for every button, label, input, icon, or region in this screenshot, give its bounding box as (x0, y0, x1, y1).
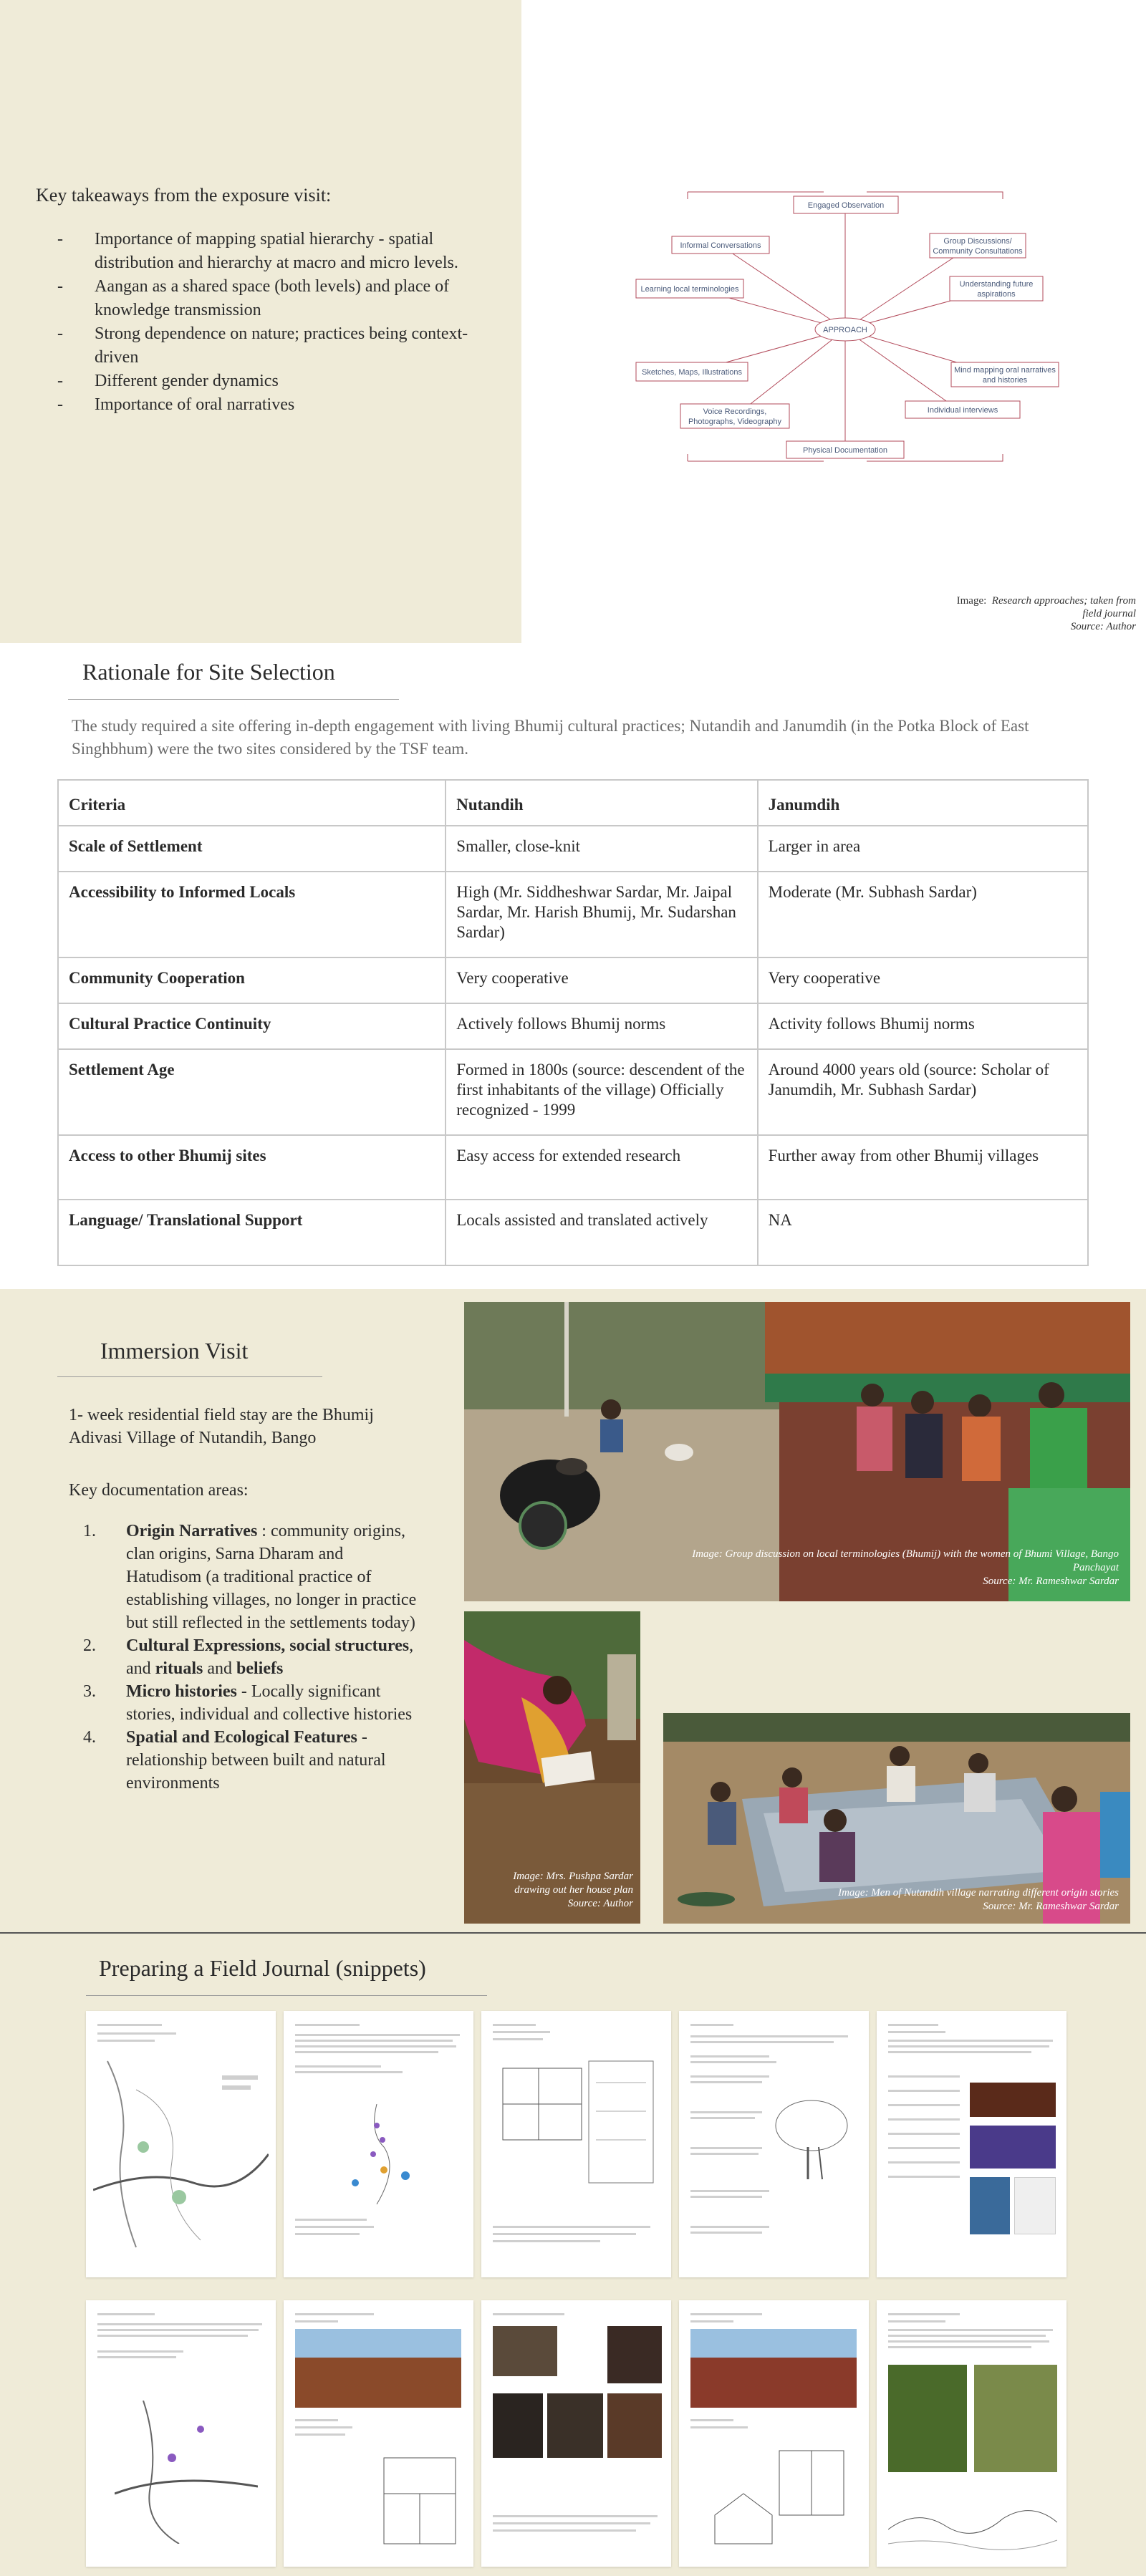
table-row (58, 1200, 1088, 1265)
takeaway-item: - Importance of oral narratives (57, 393, 487, 417)
table-row (58, 957, 1088, 1003)
takeaway-item: - Strong dependence on nature; practices being context-driven (57, 322, 487, 370)
table-row (58, 872, 1088, 957)
table-header-row (58, 780, 1088, 826)
journal-cluster-sketch (341, 2104, 427, 2204)
journal-photo (1014, 2177, 1056, 2234)
diagram-node: Engaged Observation (807, 201, 885, 210)
table-cell: Locals assisted and translated actively (446, 1200, 757, 1265)
table-cell: Further away from other Bhumij villages (758, 1135, 1088, 1200)
journal-house-plan (377, 2451, 463, 2551)
list-item: 4. Spatial and Ecological Features - relationship between built and natural environments (83, 1728, 386, 1793)
documentation-subhead: Key documentation areas: (69, 1481, 249, 1500)
diagram-node: Photographs, Videography (688, 418, 782, 426)
column-header: Janumdih (758, 780, 1088, 826)
takeaways-panel (0, 0, 521, 643)
table-cell: High (Mr. Siddheshwar Sardar, Mr. Jaipal Sardar, Mr. Harish Bhumij, Mr. Sudarshan Sardar) (446, 872, 757, 957)
research-approach-diagram (630, 186, 1060, 473)
immersion-visit-section (0, 1289, 1146, 1932)
table-cell: Activity follows Bhumij norms (758, 1003, 1088, 1049)
diagram-node: Voice Recordings, (703, 407, 767, 416)
section-title: Rationale for Site Selection (82, 659, 335, 685)
documentation-list (83, 1520, 420, 1795)
journal-page (679, 2300, 869, 2567)
table-cell: Actively follows Bhumij norms (446, 1003, 757, 1049)
site-comparison-table (57, 779, 1089, 1266)
journal-page (86, 2011, 276, 2277)
intro-text: The study required a site offering in-depth engagement with living Bhumij cultural practices; Nutandih and Janumdih (in the Potka Block of East Singhbhum) were the two sites considered by the TSF team. (72, 717, 1029, 758)
table-row (58, 1003, 1088, 1049)
diagram-node: Community Consultations (933, 247, 1023, 256)
journal-photo (970, 2083, 1056, 2117)
diagram-caption: Image: Research approaches; taken from field journal Source: Author (956, 595, 1136, 632)
journal-landscape-sketch (888, 2486, 1057, 2558)
section-title: Preparing a Field Journal (snippets) (99, 1955, 426, 1981)
journal-page (86, 2300, 276, 2567)
journal-house-plan (708, 2444, 851, 2551)
diagram-node: Group Discussions/ (943, 237, 1012, 246)
journal-photo (974, 2365, 1057, 2472)
diagram-node: and histories (982, 376, 1028, 385)
diagram-node: Understanding future (959, 280, 1034, 289)
table-cell: Smaller, close-knit (446, 826, 757, 872)
diagram-center-label: APPROACH (823, 326, 867, 334)
journal-page (284, 2011, 473, 2277)
takeaway-item: - Aangan as a shared space (both levels) and place of knowledge transmission (57, 275, 487, 322)
table-cell: Very cooperative (758, 957, 1088, 1003)
takeaways-list (57, 228, 487, 417)
diagram-node: Physical Documentation (802, 446, 888, 455)
journal-photo (607, 2393, 662, 2458)
journal-photo (493, 2393, 543, 2458)
journal-page (877, 2011, 1066, 2277)
table-cell: Formed in 1800s (source: descendent of the first inhabitants of the village) Officially recognized - 1999 (446, 1049, 757, 1135)
house-plan-drawing-photo (464, 1611, 640, 1924)
field-journal-section (0, 1932, 1146, 2576)
journal-photo (970, 2177, 1010, 2234)
list-item: 2. Cultural Expressions, social structures, and rituals and beliefs (83, 1636, 414, 1678)
diagram-node: Mind mapping oral narratives (954, 366, 1056, 375)
column-header: Criteria (58, 780, 446, 826)
criteria-cell: Cultural Practice Continuity (58, 1003, 446, 1049)
criteria-cell: Access to other Bhumij sites (58, 1135, 446, 1200)
table-cell: NA (758, 1200, 1088, 1265)
criteria-cell: Language/ Translational Support (58, 1200, 446, 1265)
immersion-intro: 1- week residential field stay are the Bhumij Adivasi Village of Nutandih, Bango (69, 1406, 374, 1447)
journal-page (877, 2300, 1066, 2567)
table-cell: Larger in area (758, 826, 1088, 872)
table-row (58, 1135, 1088, 1200)
column-header: Nutandih (446, 780, 757, 826)
table-cell: Easy access for extended research (446, 1135, 757, 1200)
table-cell: Around 4000 years old (source: Scholar of Janumdih, Mr. Subhash Sardar) (758, 1049, 1088, 1135)
diagram-node: Learning local terminologies (640, 285, 739, 294)
photo-caption: Image: Men of Nutandih village narrating different origin stories Source: Mr. Rameshwar Sardar (838, 1887, 1119, 1912)
origin-stories-photo (663, 1713, 1130, 1924)
group-discussion-photo (464, 1302, 1130, 1601)
section-title: Immersion Visit (100, 1338, 249, 1364)
journal-photo (888, 2365, 967, 2472)
list-item: 1. Origin Narratives : community origins, clan origins, Sarna Dharam and Hatudisom (a traditional practice of establishing villages, no longer in practice but still reflected in the settlements today) (83, 1522, 417, 1632)
takeaways-heading: Key takeaways from the exposure visit: (36, 185, 332, 206)
takeaway-item: - Importance of mapping spatial hierarchy - spatial distribution and hierarchy at macro and micro levels. (57, 228, 487, 275)
table-cell: Moderate (Mr. Subhash Sardar) (758, 872, 1088, 957)
title-rule (68, 699, 399, 700)
title-rule (57, 1376, 322, 1377)
diagram-node: Individual interviews (927, 406, 998, 415)
journal-page (481, 2300, 671, 2567)
journal-photo (493, 2326, 557, 2376)
journal-tree-sketch (765, 2097, 858, 2183)
takeaway-item: - Different gender dynamics (57, 370, 487, 393)
journal-photo (970, 2126, 1056, 2169)
diagram-node: aspirations (977, 290, 1016, 299)
photo-caption: Image: Mrs. Pushpa Sardar drawing out her house plan Source: Author (513, 1871, 633, 1909)
journal-house-plan (496, 2054, 660, 2190)
journal-photo (547, 2393, 603, 2458)
table-cell: Very cooperative (446, 957, 757, 1003)
criteria-cell: Settlement Age (58, 1049, 446, 1135)
table-row (58, 826, 1088, 872)
criteria-cell: Community Cooperation (58, 957, 446, 1003)
journal-route-map (115, 2401, 258, 2544)
journal-page (679, 2011, 869, 2277)
title-rule (86, 1995, 487, 1996)
table-row (58, 1049, 1088, 1135)
journal-photo (607, 2326, 662, 2383)
criteria-cell: Scale of Settlement (58, 826, 446, 872)
journal-map-sketch (93, 2047, 269, 2262)
exposure-visit-section (0, 0, 1146, 643)
site-selection-section (0, 643, 1146, 1289)
journal-page (481, 2011, 671, 2277)
journal-page (284, 2300, 473, 2567)
list-item: 3. Micro histories - Locally significant stories, individual and collective histories (83, 1682, 413, 1724)
diagram-node: Informal Conversations (680, 241, 761, 250)
diagram-node: Sketches, Maps, Illustrations (641, 368, 743, 377)
criteria-cell: Accessibility to Informed Locals (58, 872, 446, 957)
photo-caption: Image: Group discussion on local terminologies (Bhumij) with the women of Bhumi Village, Bango Panchayat Source: Mr. Rameshwar Sardar (692, 1548, 1119, 1587)
